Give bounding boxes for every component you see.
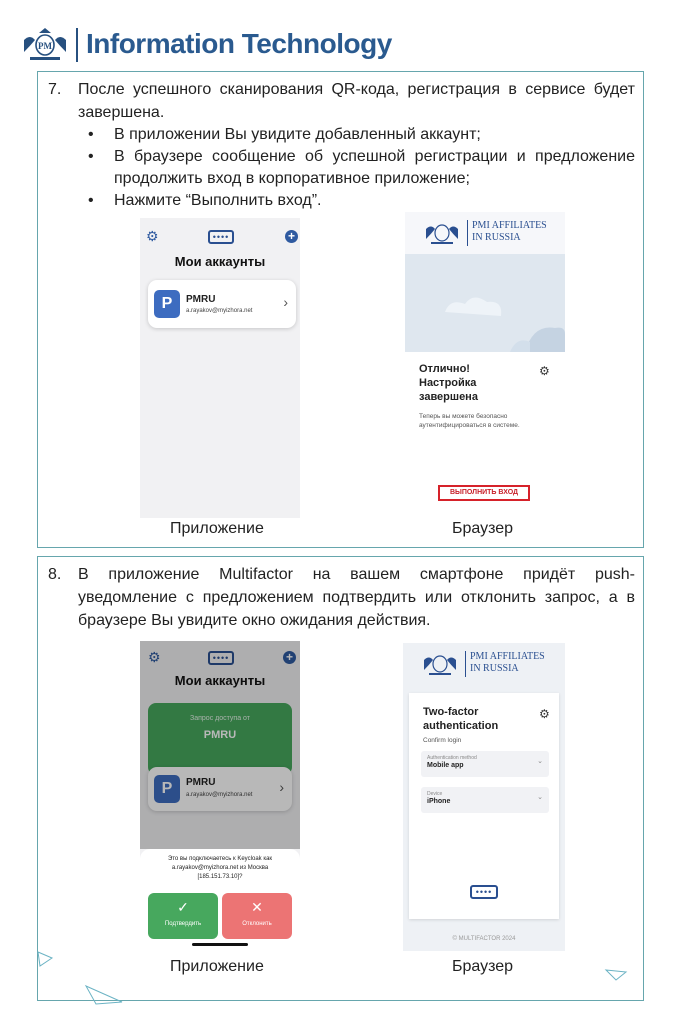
pmi-logo <box>423 218 461 246</box>
account-card[interactable] <box>148 280 296 328</box>
decorative-triangle <box>604 966 630 982</box>
app-screenshot <box>140 218 300 518</box>
caption-app: Приложение <box>170 958 264 975</box>
brand-name: PMI AFFILIATES IN RUSSIA <box>470 651 545 674</box>
dim-overlay <box>140 641 300 849</box>
decorative-triangles <box>34 950 126 1006</box>
confirm-button[interactable] <box>148 893 218 939</box>
brand-divider <box>465 651 466 677</box>
browser-screenshot <box>405 212 565 514</box>
push-prompt: Это вы подключаетесь к Keycloak как a.rayakov@myizhora.net из Москва [185.151.73.10]? <box>167 856 273 880</box>
company-logo <box>20 26 70 62</box>
reject-button[interactable] <box>222 893 292 939</box>
bullet-list <box>78 124 635 212</box>
gear-icon: ⚙ <box>148 649 161 665</box>
confirm-label: Подтвердить <box>164 921 202 927</box>
bullet-item: • В браузере сообщение об успешной регистрации и предложение продолжить вход в корпоративное приложение; <box>78 146 635 190</box>
device-select[interactable]: Device iPhone ⌄ <box>421 787 549 813</box>
method-select[interactable]: Authentication method Mobile app ⌄ <box>421 751 549 777</box>
account-badge: P <box>154 775 180 803</box>
chevron-down-icon: ⌄ <box>537 758 543 765</box>
code-icon: •••• <box>208 230 234 244</box>
accounts-title: Мои аккаунты <box>174 673 266 688</box>
request-name: PMRU <box>203 729 237 741</box>
footer-copyright: © MULTIFACTOR 2024 <box>452 936 516 942</box>
step-7-section <box>37 71 644 548</box>
gear-icon: ⚙ <box>146 228 159 244</box>
step-text: завершена. <box>78 104 165 121</box>
code-icon: •••• <box>208 651 234 665</box>
account-name: PMRU <box>186 777 216 788</box>
gear-icon[interactable]: ⚙ <box>539 707 550 721</box>
step-number: 8. <box>48 566 62 583</box>
pmi-logo <box>421 649 459 677</box>
brand-header <box>405 212 565 254</box>
confirm-login-subtitle: Confirm login <box>423 737 462 744</box>
push-notification <box>140 849 300 949</box>
waiting-icon: •••• <box>470 885 498 899</box>
step-text: После успешного сканирования QR-кода, регистрация в сервисе будет <box>78 81 635 98</box>
login-button[interactable]: ВЫПОЛНИТЬ ВХОД <box>438 485 530 501</box>
chevron-right-icon: › <box>283 294 288 310</box>
step-number: 7. <box>48 81 62 98</box>
gear-icon[interactable]: ⚙ <box>539 364 550 378</box>
step-text: браузере Вы увидите окно ожидания действия. <box>78 612 431 629</box>
caption-browser: Браузер <box>452 520 514 537</box>
step-text: В приложение Multifactor на вашем смартфоне придёт push- <box>78 566 635 583</box>
account-name: PMRU <box>186 294 216 305</box>
account-email: a.rayakov@myizhora.net <box>186 308 253 314</box>
caption-app: Приложение <box>170 520 264 537</box>
step-text: уведомление с предложением подтвердить или отклонить запрос, а в <box>78 589 635 606</box>
add-icon: + <box>285 230 298 243</box>
account-badge: P <box>154 290 180 318</box>
bullet-item: • В приложении Вы увидите добавленный аккаунт; <box>78 124 635 146</box>
request-label: Запрос доступа от <box>190 715 250 722</box>
page-title: Information Technology <box>86 28 392 59</box>
accounts-title: Мои аккаунты <box>174 254 266 269</box>
caption-browser: Браузер <box>452 958 514 975</box>
twofa-card <box>409 693 559 919</box>
account-email: a.rayakov@myizhora.net <box>186 792 253 798</box>
check-icon: ✓ <box>177 899 189 915</box>
step-8-section <box>37 556 644 1001</box>
twofa-title: Two-factor authentication <box>423 706 499 732</box>
app-screenshot <box>140 641 300 949</box>
brand-header <box>403 643 565 685</box>
add-icon: + <box>283 651 296 664</box>
chevron-right-icon: › <box>279 779 284 795</box>
success-text: Теперь вы можете безопасно аутентифицироваться в системе. <box>419 413 520 429</box>
bullet-item: • Нажмите “Выполнить вход”. <box>78 190 635 212</box>
close-icon: ✕ <box>251 899 263 915</box>
cloud-illustration <box>405 254 565 352</box>
chevron-down-icon: ⌄ <box>537 794 543 801</box>
browser-screenshot <box>403 643 565 951</box>
brand-divider <box>467 220 468 246</box>
reject-label: Отклонить <box>242 921 272 927</box>
success-title: Отлично! Настройка завершена <box>419 363 478 403</box>
brand-name: PMI AFFILIATES IN RUSSIA <box>472 220 547 243</box>
home-indicator <box>192 943 248 946</box>
svg-text:PM: PM <box>38 41 52 51</box>
header-divider <box>76 28 78 62</box>
success-card <box>405 352 565 514</box>
